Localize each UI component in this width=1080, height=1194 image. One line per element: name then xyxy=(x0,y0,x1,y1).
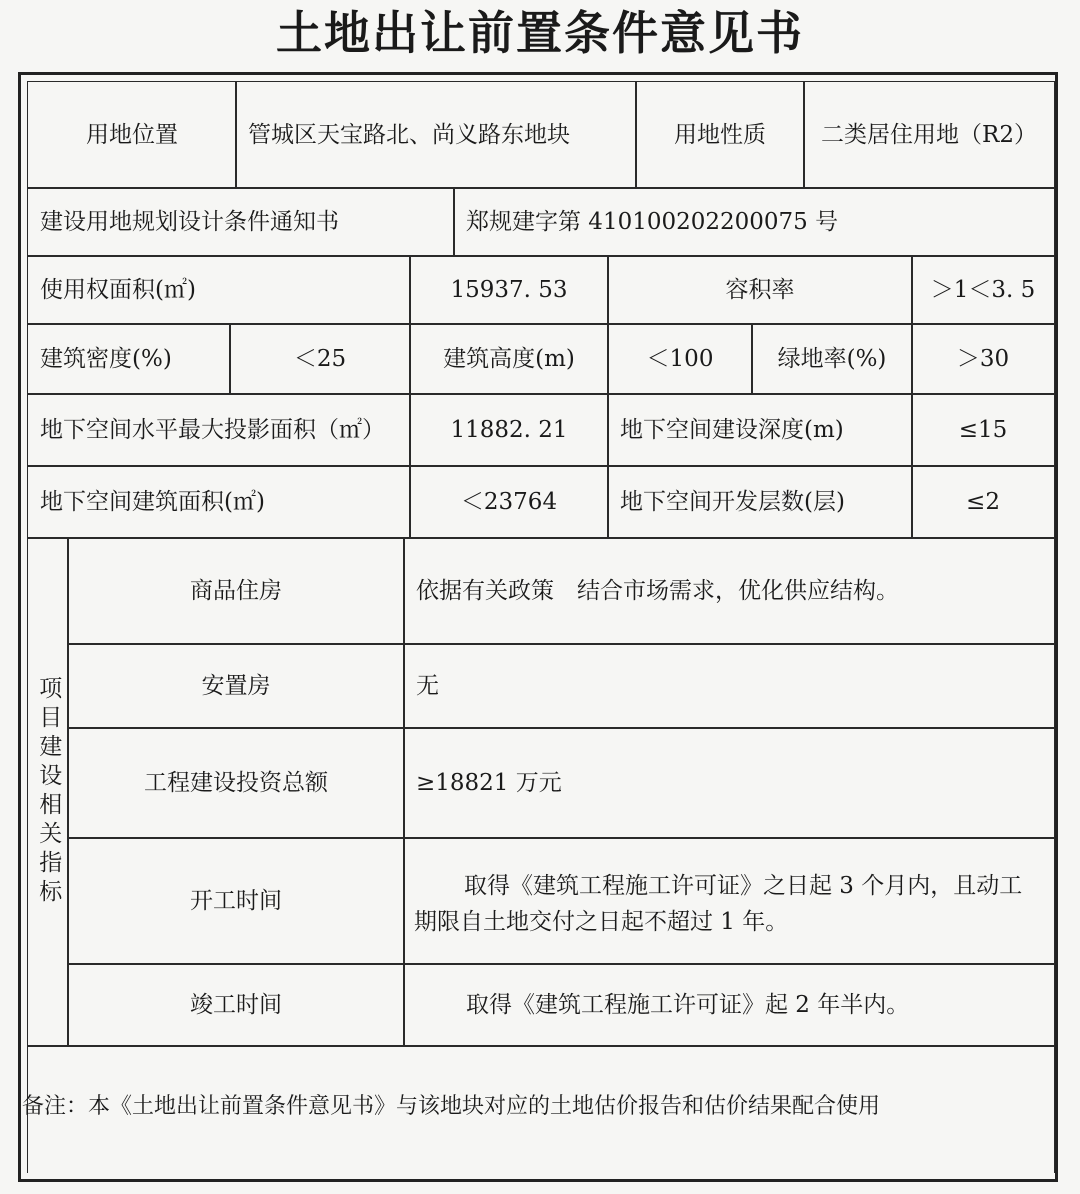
document-title: 土地出让前置条件意见书 xyxy=(276,6,804,60)
ug-projection-label: 地下空间水平最大投影面积（㎡） xyxy=(27,393,411,467)
ug-floors-value: ≤2 xyxy=(911,465,1055,539)
green-value: ＞30 xyxy=(911,323,1055,395)
green-label: 绿地率(%) xyxy=(751,323,913,395)
indicator-label-housing: 商品住房 xyxy=(67,537,405,645)
ug-depth-value: ≤15 xyxy=(911,393,1055,467)
indicator-label-resettlement: 安置房 xyxy=(67,643,405,729)
indicator-value-investment: ≥18821 万元 xyxy=(403,727,1055,839)
far-label: 容积率 xyxy=(607,255,913,325)
indicator-value-start-time xyxy=(403,837,1055,965)
indicator-label-completion-time: 竣工时间 xyxy=(67,963,405,1047)
ug-depth-label: 地下空间建设深度(m) xyxy=(607,393,913,467)
nature-label: 用地性质 xyxy=(635,81,805,189)
indicator-value-completion-time: 取得《建筑工程施工许可证》起 2 年半内。 xyxy=(403,963,1055,1047)
ug-projection-value: 11882. 21 xyxy=(409,393,609,467)
height-value: ＜100 xyxy=(607,323,753,395)
area-value: 15937. 53 xyxy=(409,255,609,325)
ug-area-value: ＜23764 xyxy=(409,465,609,539)
density-value: ＜25 xyxy=(229,323,411,395)
nature-value: 二类居住用地（R2） xyxy=(803,81,1055,189)
notice-value: 郑规建字第 410100202200075 号 xyxy=(453,187,1055,257)
location-value: 管城区天宝路北、尚义路东地块 xyxy=(235,81,637,189)
density-label: 建筑密度(%) xyxy=(27,323,231,395)
ug-area-label: 地下空间建筑面积(㎡) xyxy=(27,465,411,539)
conditions-table xyxy=(18,72,1058,1182)
indicators-group-label: 项目建设相关指标 xyxy=(27,537,69,1047)
far-value: ＞1＜3. 5 xyxy=(911,255,1055,325)
ug-floors-label: 地下空间开发层数(层) xyxy=(607,465,913,539)
indicator-value-housing: 依据有关政策 结合市场需求，优化供应结构。 xyxy=(403,537,1055,645)
area-label: 使用权面积(㎡) xyxy=(27,255,411,325)
height-label: 建筑高度(m) xyxy=(409,323,609,395)
indicator-value-resettlement: 无 xyxy=(403,643,1055,729)
footnote: 备注：本《土地出让前置条件意见书》与该地块对应的土地估价报告和估价结果配合使用 xyxy=(22,1094,881,1119)
indicator-label-investment: 工程建设投资总额 xyxy=(67,727,405,839)
notice-label: 建设用地规划设计条件通知书 xyxy=(27,187,455,257)
indicator-label-start-time: 开工时间 xyxy=(67,837,405,965)
start-time-text: 取得《建筑工程施工许可证》之日起 3 个月内，且动工期限自土地交付之日起不超过 1 年。 xyxy=(414,873,1023,935)
location-label: 用地位置 xyxy=(27,81,237,189)
